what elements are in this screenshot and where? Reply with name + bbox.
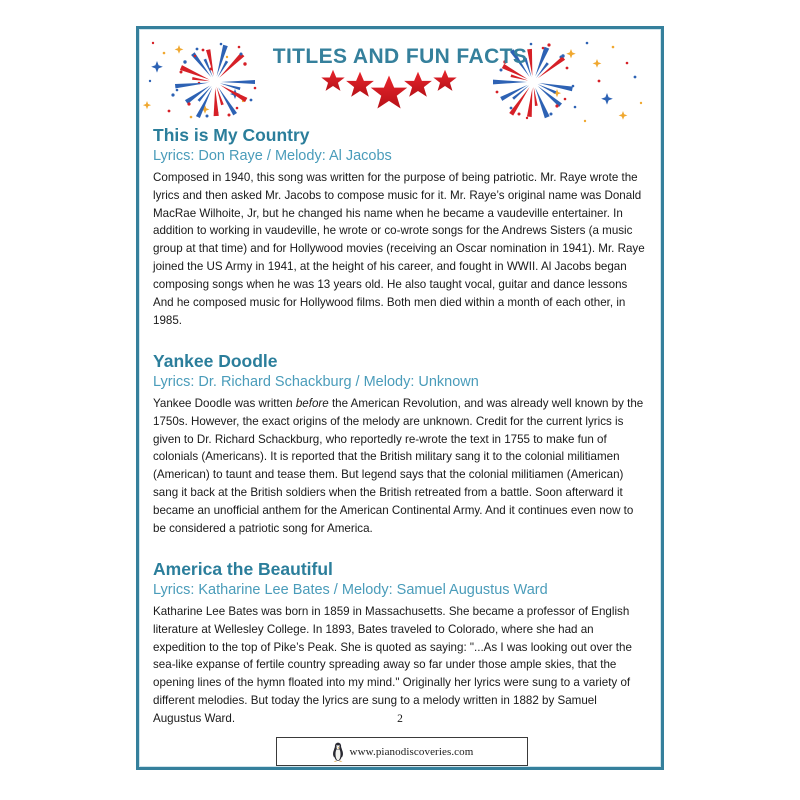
document-frame <box>136 26 664 770</box>
star-icon <box>371 76 408 109</box>
song-title: This is My Country <box>153 125 310 145</box>
song-body <box>153 395 647 538</box>
website-footer-box[interactable] <box>276 737 528 766</box>
star-icon <box>433 70 456 91</box>
song-credits: Lyrics: Dr. Richard Schackburg / Melody: Unknown <box>153 373 479 390</box>
header-banner <box>139 29 661 125</box>
song-body: Katharine Lee Bates was born in 1859 in Massachusetts. She became a professor of English literature at Wellesley College. In 1893, Bates traveled to Colorado, where she had an expedition to the top of Pike’s Peak. She is quoted as saying: "...As I was looking out over the sea-like expanse of fertile country spreading away so far under those ample skies, that the opening lines of the hymn floated into my mind." Originally her lyrics were sung to a variety of different melodies. But today the lyrics are sung to a melody written in 1882 by Samuel Augustus Ward. <box>153 604 632 726</box>
star-icon <box>404 72 432 97</box>
song-entry-yankee-doodle <box>153 351 647 538</box>
song-title: Yankee Doodle <box>153 350 278 371</box>
song-body: Composed in 1940, this song was written for the purpose of being patriotic. Mr. Raye wrote the lyrics and then asked Mr. Jacobs to compose music for it. Mr. Raye’s original name was Donald MacRae Wilhoite, Jr, but he changed his name when he became a vaudeville entertainer. In addition to working in vaudeville, he wrote or co-wrote songs for the Andrews Sisters (a music group at that time) and for Hollywood movies (receiving an Oscar nomination in 1941). Mr. Raye joined the US Army in 1941, at the height of his career, and fought in WWII. Al Jacobs began composing songs when he was 13 years old. He also taught vocal, guitar and dance lessons And he composed music for Hollywood films. Both men died within a month of each other, in 1985. <box>153 170 645 328</box>
penguin-logo-icon <box>331 742 345 762</box>
song-credits: Lyrics: Don Raye / Melody: Al Jacobs <box>153 147 392 164</box>
website-url[interactable]: www.pianodiscoveries.com <box>349 745 474 758</box>
song-body-post: the American Revolution, and was already well known by the 1750s. However, the exact origins of the melody are unknown. Credit for the current lyrics is given to Dr. Richard Schackburg, who reportedly re-wrote the text in 1755 to make fun of colonials (Americans). It is reported that the British military sang it to the colonial militiamen (American) to taunt and tease them. But legend says that the colonial militiamen (American) sang it back at the British soldiers when the British retreated from a battle. Soon afterward it became an unofficial anthem for the American Continental Army. And it continues even now to be considered a patriotic song for America. <box>153 396 644 536</box>
page-number: 2 <box>397 713 403 725</box>
song-credits: Lyrics: Katharine Lee Bates / Melody: Samuel Augustus Ward <box>153 581 548 598</box>
stars-decoration <box>319 67 459 117</box>
star-icon <box>346 72 374 97</box>
star-icon <box>321 70 344 91</box>
song-entry-america-the-beautiful <box>153 559 647 728</box>
songs-content <box>153 125 647 728</box>
song-title: America the Beautiful <box>153 558 333 579</box>
song-entry-this-is-my-country <box>153 125 647 330</box>
song-body-pre: Yankee Doodle was written <box>153 396 296 410</box>
banner-title: TITLES AND FUN FACTS <box>272 45 528 68</box>
song-body-emphasis: before <box>295 396 329 410</box>
